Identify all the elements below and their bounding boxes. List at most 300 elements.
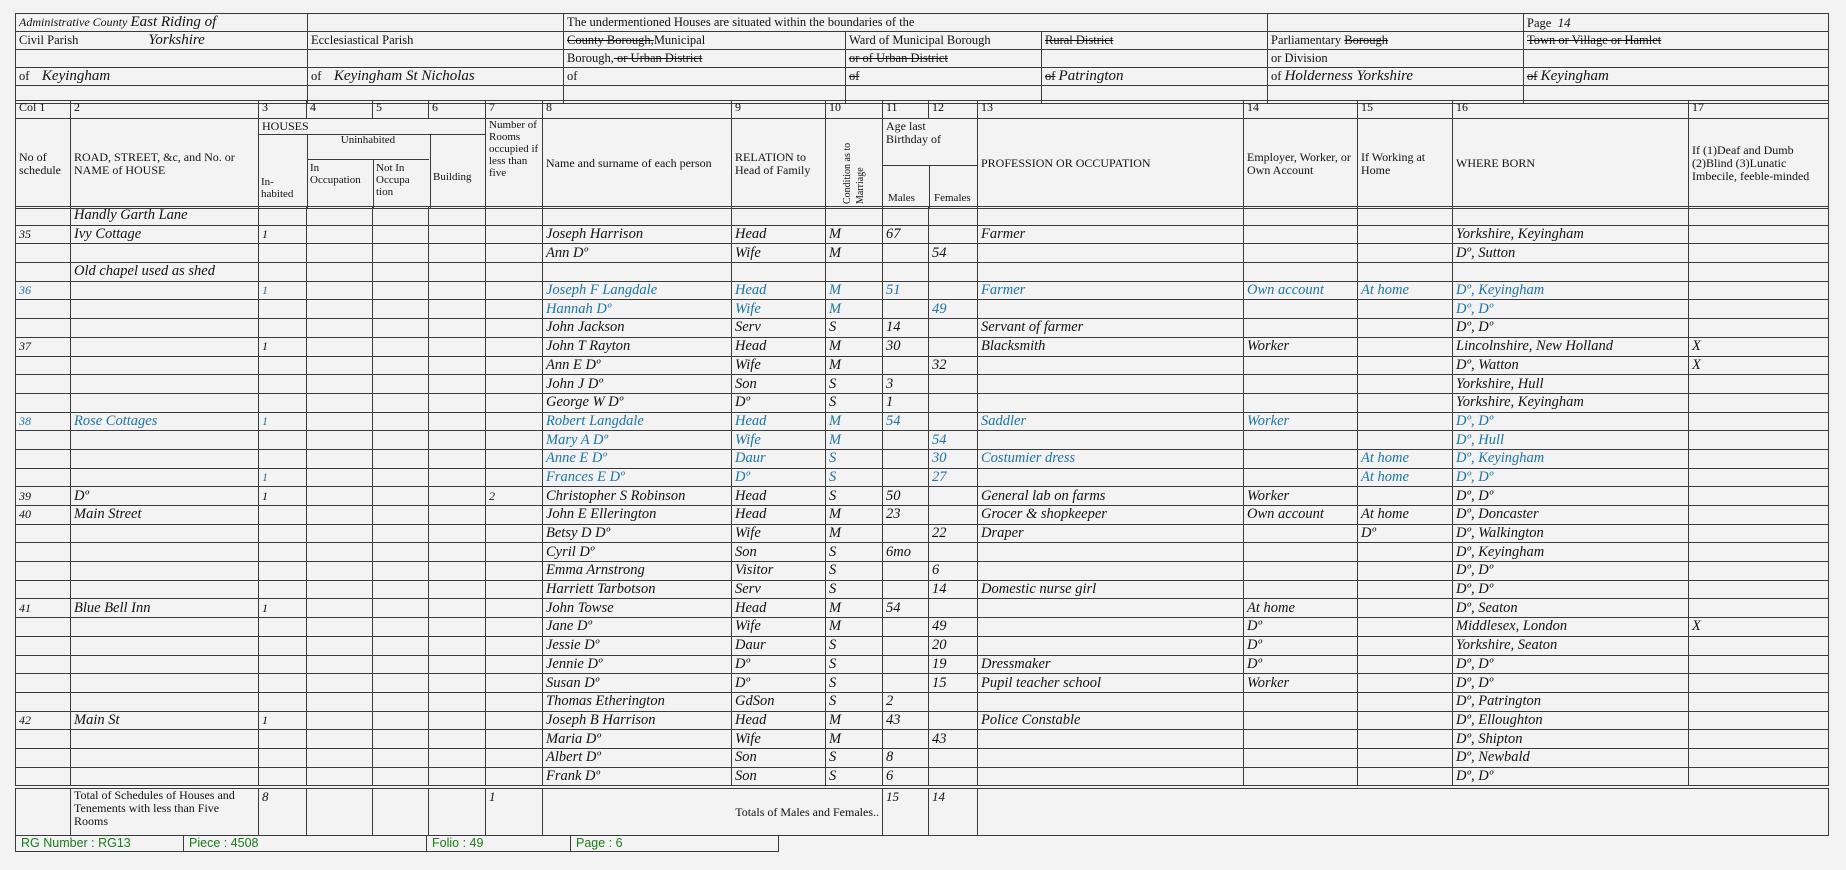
town-value: of Keyingham: [1524, 68, 1829, 86]
rg-number: RG Number : RG13: [15, 835, 183, 852]
schedule-cell: 38: [16, 412, 71, 431]
born-cell: Dº, Newbald: [1453, 748, 1689, 767]
not-in-occupation-cell: [373, 636, 429, 655]
building-cell: [429, 618, 486, 637]
condition-cell: S: [826, 748, 883, 767]
females-age-cell: 49: [929, 618, 978, 637]
inhabited-cell: 1: [259, 599, 307, 618]
relation-cell: Daur: [732, 449, 826, 468]
schedule-cell: [16, 263, 71, 282]
table-row: [16, 599, 1829, 618]
females-age-cell: 6: [929, 562, 978, 581]
road-cell: [71, 543, 259, 562]
road-cell: [71, 748, 259, 767]
table-row: [16, 375, 1829, 394]
males-age-cell: [883, 674, 929, 693]
road-cell: [71, 393, 259, 412]
infirm-cell: [1689, 692, 1829, 711]
eccl-parish-value: of Keyingham St Nicholas: [308, 68, 564, 86]
rural-district: Rural District: [1042, 32, 1268, 50]
home-cell: [1358, 543, 1453, 562]
infirm-cell: [1689, 300, 1829, 319]
condition-cell: S: [826, 393, 883, 412]
in-occupation-cell: [307, 356, 373, 375]
table-row: [16, 580, 1829, 599]
schedule-cell: 37: [16, 337, 71, 356]
males-age-cell: [883, 524, 929, 543]
relation-cell: Head: [732, 337, 826, 356]
in-occupation-cell: [307, 337, 373, 356]
building-cell: [429, 431, 486, 450]
road-cell: Handly Garth Lane: [71, 207, 259, 226]
name-cell: Harriett Tarbotson: [543, 580, 732, 599]
table-row: [16, 674, 1829, 693]
building-cell: [429, 412, 486, 431]
employer-cell: Worker: [1244, 337, 1358, 356]
condition-cell: S: [826, 319, 883, 338]
relation-cell: Dº: [732, 468, 826, 487]
table-row: [16, 281, 1829, 300]
road-cell: [71, 730, 259, 749]
building-cell: [429, 225, 486, 244]
rooms-cell: [486, 393, 543, 412]
employer-cell: Dº: [1244, 655, 1358, 674]
employer-cell: [1244, 449, 1358, 468]
table-row: [16, 412, 1829, 431]
schedule-cell: [16, 636, 71, 655]
schedule-cell: [16, 580, 71, 599]
building-cell: [429, 599, 486, 618]
relation-cell: Daur: [732, 636, 826, 655]
females-age-cell: 22: [929, 524, 978, 543]
home-cell: [1358, 431, 1453, 450]
boundaries-label: The undermentioned Houses are situated within the boundaries of the: [564, 14, 1268, 32]
rooms-cell: [486, 356, 543, 375]
name-cell: John J Dº: [543, 375, 732, 394]
condition-cell: S: [826, 449, 883, 468]
road-cell: [71, 356, 259, 375]
relation-cell: Son: [732, 543, 826, 562]
born-cell: Dº, Keyingham: [1453, 281, 1689, 300]
home-cell: [1358, 711, 1453, 730]
infirm-cell: [1689, 524, 1829, 543]
rooms-cell: [486, 562, 543, 581]
schedule-cell: [16, 449, 71, 468]
in-occupation-cell: [307, 618, 373, 637]
males-age-cell: 1: [883, 393, 929, 412]
employer-cell: [1244, 580, 1358, 599]
table-row: [16, 748, 1829, 767]
or-division: or Division: [1268, 50, 1524, 68]
relation-cell: Head: [732, 599, 826, 618]
infirm-cell: [1689, 487, 1829, 506]
born-cell: Dº, Dº: [1453, 319, 1689, 338]
building-cell: [429, 449, 486, 468]
condition-cell: S: [826, 655, 883, 674]
not-in-occupation-cell: [373, 748, 429, 767]
home-cell: [1358, 263, 1453, 282]
home-cell: [1358, 562, 1453, 581]
infirm-cell: [1689, 319, 1829, 338]
profession-cell: Domestic nurse girl: [978, 580, 1244, 599]
relation-cell: Serv: [732, 319, 826, 338]
home-cell: [1358, 225, 1453, 244]
females-age-cell: 15: [929, 674, 978, 693]
schedule-cell: [16, 300, 71, 319]
page-ref: Page : 6: [570, 835, 779, 852]
employer-cell: [1244, 431, 1358, 450]
employer-cell: [1244, 356, 1358, 375]
name-cell: Emma Arnstrong: [543, 562, 732, 581]
in-occupation-cell: [307, 244, 373, 263]
profession-cell: [978, 468, 1244, 487]
name-cell: Maria Dº: [543, 730, 732, 749]
born-cell: [1453, 207, 1689, 226]
profession-cell: Farmer: [978, 281, 1244, 300]
not-in-occupation-cell: [373, 281, 429, 300]
not-in-occupation-cell: [373, 730, 429, 749]
rooms-cell: [486, 543, 543, 562]
name-cell: Anne E Dº: [543, 449, 732, 468]
schedule-cell: [16, 618, 71, 637]
relation-cell: Head: [732, 412, 826, 431]
profession-cell: Saddler: [978, 412, 1244, 431]
relation-cell: Wife: [732, 356, 826, 375]
building-cell: [429, 468, 486, 487]
schedule-cell: [16, 375, 71, 394]
infirm-cell: [1689, 767, 1829, 786]
building-cell: [429, 543, 486, 562]
col-road: ROAD, STREET, &c, and No. or NAME of HOUSE: [71, 119, 259, 209]
infirm-cell: [1689, 225, 1829, 244]
not-in-occupation-cell: [373, 449, 429, 468]
building-cell: [429, 524, 486, 543]
rural-value: of Patrington: [1042, 68, 1268, 86]
inhabited-cell: [259, 207, 307, 226]
name-cell: Susan Dº: [543, 674, 732, 693]
building-cell: [429, 711, 486, 730]
employer-cell: [1244, 225, 1358, 244]
rooms-cell: [486, 319, 543, 338]
inhabited-cell: [259, 636, 307, 655]
infirm-cell: [1689, 562, 1829, 581]
rooms-cell: [486, 748, 543, 767]
ward-label: Ward of Municipal Borough: [846, 32, 1042, 50]
profession-cell: [978, 300, 1244, 319]
born-cell: Dº, Sutton: [1453, 244, 1689, 263]
females-age-cell: [929, 319, 978, 338]
employer-cell: Worker: [1244, 487, 1358, 506]
rooms-cell: [486, 674, 543, 693]
employer-cell: [1244, 767, 1358, 786]
county-borough: County Borough,Municipal: [564, 32, 846, 50]
employer-cell: Dº: [1244, 636, 1358, 655]
inhabited-cell: [259, 562, 307, 581]
infirm-cell: [1689, 207, 1829, 226]
eccl-parish-label: Ecclesiastical Parish: [308, 32, 564, 50]
males-age-cell: 6: [883, 767, 929, 786]
employer-cell: [1244, 692, 1358, 711]
born-cell: Dº, Watton: [1453, 356, 1689, 375]
infirm-cell: [1689, 375, 1829, 394]
name-cell: Robert Langdale: [543, 412, 732, 431]
females-age-cell: 20: [929, 636, 978, 655]
infirm-cell: [1689, 636, 1829, 655]
home-cell: [1358, 375, 1453, 394]
males-age-cell: 54: [883, 412, 929, 431]
schedule-cell: [16, 356, 71, 375]
road-cell: [71, 562, 259, 581]
rooms-cell: [486, 375, 543, 394]
rooms-cell: [486, 599, 543, 618]
employer-cell: [1244, 524, 1358, 543]
employer-cell: Worker: [1244, 412, 1358, 431]
schedule-cell: [16, 468, 71, 487]
rooms-cell: [486, 506, 543, 525]
employer-cell: [1244, 562, 1358, 581]
schedule-cell: [16, 748, 71, 767]
table-row: [16, 767, 1829, 786]
employer-cell: [1244, 244, 1358, 263]
name-cell: Hannah Dº: [543, 300, 732, 319]
employer-cell: [1244, 468, 1358, 487]
table-row: [16, 319, 1829, 338]
born-cell: Yorkshire, Hull: [1453, 375, 1689, 394]
relation-cell: [732, 207, 826, 226]
relation-cell: GdSon: [732, 692, 826, 711]
name-cell: [543, 263, 732, 282]
road-cell: [71, 337, 259, 356]
table-row: [16, 543, 1829, 562]
born-cell: Dº, Shipton: [1453, 730, 1689, 749]
rooms-cell: [486, 225, 543, 244]
name-cell: John E Ellerington: [543, 506, 732, 525]
home-cell: [1358, 748, 1453, 767]
relation-cell: Wife: [732, 300, 826, 319]
ward-of: of: [846, 68, 1042, 86]
table-row: [16, 636, 1829, 655]
schedule-cell: 42: [16, 711, 71, 730]
column-headers: Col 1 2 3 4 5 6 7 8 9 10 11 12 13 14 15 16 17 No of schedule ROAD, STREET, &c, and No. or NAME of HOUSE HOUSES Uninhabited In-habited In Occupation Not In Occupa tion Building Number of Rooms occupied if less than five Name and surname of each person RELATION to Head of Family Condition as to Marriage Age last Birthday of Males Females PROFESSION OR OCCUPATION Employer, Worker, or Own Account If Working at Home WHERE BORN If (1)Deaf and Dumb (2)Blind (3)Lunatic Imbecile, feeble-minded: [15, 100, 1829, 209]
rooms-cell: [486, 580, 543, 599]
home-cell: [1358, 412, 1453, 431]
infirm-cell: [1689, 674, 1829, 693]
born-cell: Dº, Elloughton: [1453, 711, 1689, 730]
relation-cell: Wife: [732, 244, 826, 263]
schedule-cell: [16, 543, 71, 562]
building-cell: [429, 487, 486, 506]
relation-cell: Son: [732, 375, 826, 394]
not-in-occupation-cell: [373, 524, 429, 543]
building-cell: [429, 375, 486, 394]
table-row: [16, 225, 1829, 244]
rooms-cell: [486, 431, 543, 450]
name-cell: Cyril Dº: [543, 543, 732, 562]
relation-cell: Wife: [732, 618, 826, 637]
males-age-cell: [883, 562, 929, 581]
profession-cell: [978, 767, 1244, 786]
condition-cell: S: [826, 692, 883, 711]
totals-label: Total of Schedules of Houses and Tenements with less than Five Rooms: [71, 789, 259, 836]
rooms-cell: [486, 263, 543, 282]
males-age-cell: [883, 468, 929, 487]
schedule-cell: [16, 319, 71, 338]
road-cell: Dº: [71, 487, 259, 506]
profession-cell: Pupil teacher school: [978, 674, 1244, 693]
schedule-cell: [16, 431, 71, 450]
females-age-cell: 32: [929, 356, 978, 375]
building-cell: [429, 692, 486, 711]
totals-females: 14: [929, 789, 978, 836]
born-cell: Yorkshire, Keyingham: [1453, 393, 1689, 412]
infirm-cell: [1689, 263, 1829, 282]
building-cell: [429, 730, 486, 749]
born-cell: Dº, Hull: [1453, 431, 1689, 450]
profession-cell: General lab on farms: [978, 487, 1244, 506]
in-occupation-cell: [307, 767, 373, 786]
males-age-cell: [883, 207, 929, 226]
males-age-cell: [883, 636, 929, 655]
name-cell: George W Dº: [543, 393, 732, 412]
males-age-cell: [883, 655, 929, 674]
name-cell: Ann Dº: [543, 244, 732, 263]
condition-cell: S: [826, 580, 883, 599]
profession-cell: Grocer & shopkeeper: [978, 506, 1244, 525]
schedule-cell: 35: [16, 225, 71, 244]
col-infirm: If (1)Deaf and Dumb (2)Blind (3)Lunatic Imbecile, feeble-minded: [1689, 119, 1829, 209]
inhabited-cell: [259, 580, 307, 599]
page-number: Page 14: [1524, 14, 1829, 32]
not-in-occupation-cell: [373, 319, 429, 338]
relation-cell: Son: [732, 767, 826, 786]
rooms-cell: [486, 692, 543, 711]
born-cell: Dº, Dº: [1453, 412, 1689, 431]
employer-cell: [1244, 711, 1358, 730]
schedule-cell: [16, 562, 71, 581]
table-row: [16, 524, 1829, 543]
born-cell: Dº, Dº: [1453, 468, 1689, 487]
rooms-cell: [486, 767, 543, 786]
road-cell: [71, 300, 259, 319]
rooms-cell: 2: [486, 487, 543, 506]
in-occupation-cell: [307, 449, 373, 468]
not-in-occupation-cell: [373, 356, 429, 375]
in-occupation-cell: [307, 506, 373, 525]
road-cell: [71, 449, 259, 468]
rooms-cell: [486, 636, 543, 655]
relation-cell: Wife: [732, 730, 826, 749]
name-cell: Jane Dº: [543, 618, 732, 637]
relation-cell: [732, 263, 826, 282]
condition-cell: S: [826, 767, 883, 786]
born-cell: Dº, Dº: [1453, 767, 1689, 786]
condition-cell: M: [826, 337, 883, 356]
condition-cell: M: [826, 524, 883, 543]
table-row: [16, 506, 1829, 525]
condition-cell: M: [826, 244, 883, 263]
road-cell: [71, 767, 259, 786]
col-profession: PROFESSION OR OCCUPATION: [978, 119, 1244, 209]
col-schedule: No of schedule: [16, 119, 71, 209]
rooms-cell: [486, 412, 543, 431]
road-cell: Main Street: [71, 506, 259, 525]
males-age-cell: [883, 263, 929, 282]
in-occupation-cell: [307, 319, 373, 338]
profession-cell: [978, 599, 1244, 618]
borough-urban: Borough, or Urban District: [564, 50, 846, 68]
employer-cell: [1244, 393, 1358, 412]
not-in-occupation-cell: [373, 655, 429, 674]
not-in-occupation-cell: [373, 412, 429, 431]
not-in-occupation-cell: [373, 263, 429, 282]
profession-cell: [978, 356, 1244, 375]
name-cell: Albert Dº: [543, 748, 732, 767]
parl-value: of Holderness Yorkshire: [1268, 68, 1524, 86]
not-in-occupation-cell: [373, 562, 429, 581]
profession-cell: Farmer: [978, 225, 1244, 244]
home-cell: [1358, 618, 1453, 637]
name-cell: Jessie Dº: [543, 636, 732, 655]
in-occupation-cell: [307, 655, 373, 674]
inhabited-cell: [259, 375, 307, 394]
born-cell: Dº, Keyingham: [1453, 543, 1689, 562]
condition-cell: S: [826, 468, 883, 487]
table-row: [16, 562, 1829, 581]
profession-cell: [978, 263, 1244, 282]
condition-cell: M: [826, 225, 883, 244]
name-cell: Jennie Dº: [543, 655, 732, 674]
condition-cell: M: [826, 300, 883, 319]
building-cell: [429, 263, 486, 282]
females-age-cell: [929, 375, 978, 394]
not-in-occupation-cell: [373, 207, 429, 226]
piece-number: Piece : 4508: [183, 835, 426, 852]
profession-cell: [978, 543, 1244, 562]
name-cell: Betsy D Dº: [543, 524, 732, 543]
condition-cell: S: [826, 487, 883, 506]
profession-cell: Costumier dress: [978, 449, 1244, 468]
home-cell: [1358, 599, 1453, 618]
born-cell: Yorkshire, Keyingham: [1453, 225, 1689, 244]
home-cell: [1358, 393, 1453, 412]
born-cell: Dº, Keyingham: [1453, 449, 1689, 468]
males-age-cell: [883, 449, 929, 468]
in-occupation-cell: [307, 412, 373, 431]
not-in-occupation-cell: [373, 692, 429, 711]
census-header: [15, 13, 1829, 104]
in-occupation-cell: [307, 431, 373, 450]
females-age-cell: [929, 225, 978, 244]
road-cell: [71, 524, 259, 543]
road-cell: [71, 468, 259, 487]
profession-cell: [978, 748, 1244, 767]
relation-cell: Visitor: [732, 562, 826, 581]
not-in-occupation-cell: [373, 244, 429, 263]
table-row: [16, 431, 1829, 450]
road-cell: Ivy Cottage: [71, 225, 259, 244]
employer-cell: [1244, 748, 1358, 767]
home-cell: [1358, 730, 1453, 749]
in-occupation-cell: [307, 225, 373, 244]
building-cell: [429, 319, 486, 338]
infirm-cell: [1689, 580, 1829, 599]
schedule-cell: [16, 244, 71, 263]
females-age-cell: [929, 263, 978, 282]
relation-cell: Wife: [732, 524, 826, 543]
home-cell: At home: [1358, 468, 1453, 487]
males-age-cell: 50: [883, 487, 929, 506]
inhabited-cell: [259, 748, 307, 767]
